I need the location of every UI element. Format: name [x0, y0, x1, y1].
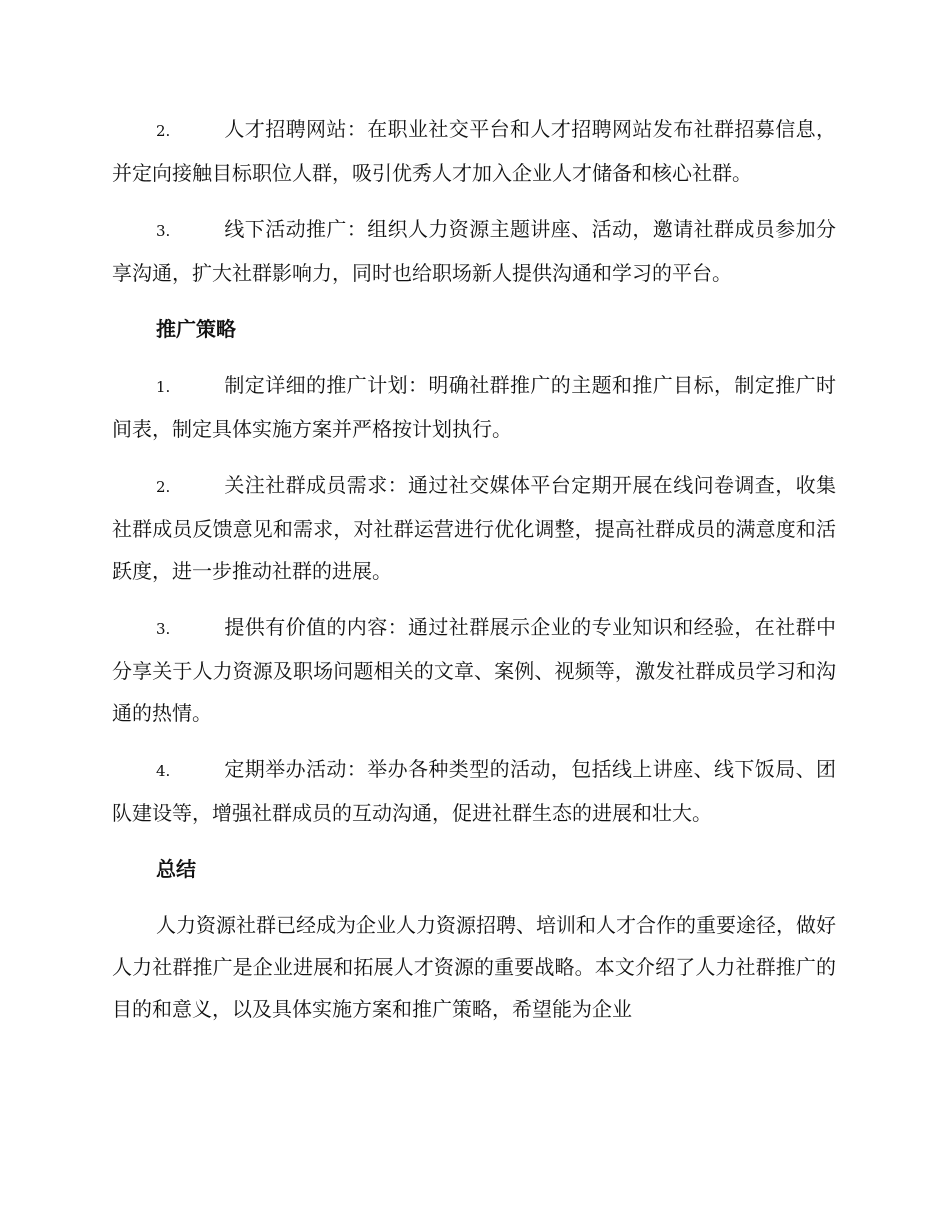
list-item-text: 定期举办活动：举办各种类型的活动，包括线上讲座、线下饭局、团队建设等，增强社群成员的互动沟通，促进社群生态的进展和壮大。 [112, 757, 836, 825]
list-item [112, 364, 836, 450]
list-item [112, 464, 836, 592]
list-item-number: 3. [156, 222, 171, 240]
section-heading-strategy: 推广策略 [156, 317, 236, 341]
list-item-number: 2. [156, 478, 171, 496]
list-item [112, 606, 836, 734]
list-item [112, 208, 836, 294]
list-item-text: 线下活动推广：组织人力资源主题讲座、活动，邀请社群成员参加分享沟通，扩大社群影响力，同时也给职场新人提供沟通和学习的平台。 [112, 217, 836, 285]
list-item-text: 关注社群成员需求：通过社交媒体平台定期开展在线问卷调查，收集社群成员反馈意见和需求，对社群运营进行优化调整，提高社群成员的满意度和活跃度，进一步推动社群的进展。 [112, 473, 836, 583]
list-item-number: 3. [156, 620, 171, 638]
list-item [112, 108, 836, 194]
list-item-text: 提供有价值的内容：通过社群展示企业的专业知识和经验，在社群中分享关于人力资源及职场问题相关的文章、案例、视频等，激发社群成员学习和沟通的热情。 [112, 615, 836, 725]
list-item-number: 2. [156, 122, 171, 140]
document-body [112, 108, 836, 1030]
list-item [112, 748, 836, 834]
list-item-text: 人才招聘网站：在职业社交平台和人才招聘网站发布社群招募信息，并定向接触目标职位人群，吸引优秀人才加入企业人才储备和核心社群。 [112, 117, 836, 185]
list-item-text: 制定详细的推广计划：明确社群推广的主题和推广目标，制定推广时间表，制定具体实施方案并严格按计划执行。 [112, 373, 836, 441]
section-heading-summary: 总结 [156, 857, 196, 881]
list-item-number: 1. [156, 378, 171, 396]
summary-paragraph: 人力资源社群已经成为企业人力资源招聘、培训和人才合作的重要途径，做好人力社群推广是企业进展和拓展人才资源的重要战略。本文介绍了人力社群推广的目的和意义，以及具体实施方案和推广策略，希望能为企业 [112, 913, 836, 1021]
list-item-number: 4. [156, 762, 171, 780]
